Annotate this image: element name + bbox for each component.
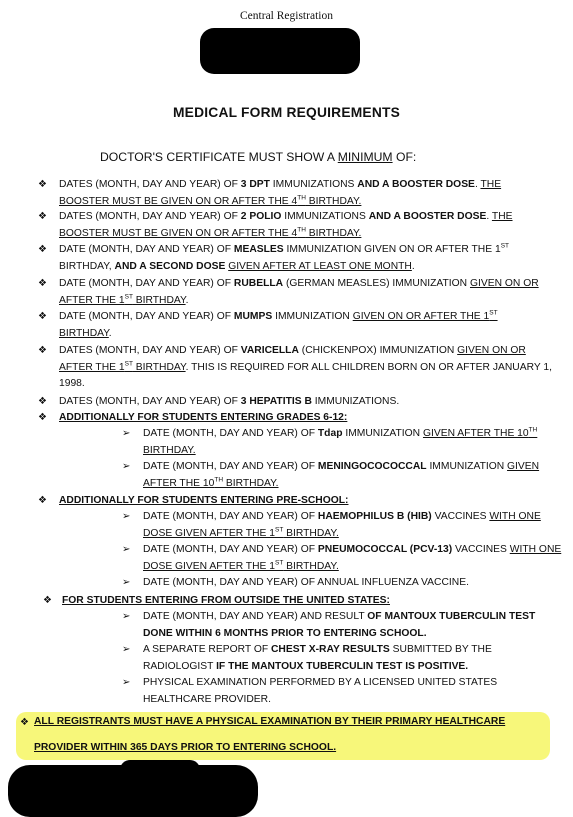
requirement-varicella: DATES (MONTH, DAY AND YEAR) OF VARICELLA (CHICKENPOX) IMMUNIZATION GIVEN ON OR AFTER THE 1ST BIRTHDAY. THIS IS REQUIRED FOR ALL CHILDREN BORN ON OR AFTER JANUARY 1, 1998. <box>59 345 552 389</box>
bullet-icon: ❖ <box>38 345 47 356</box>
bullet-icon: ❖ <box>20 717 29 728</box>
requirement-physical-exam: PHYSICAL EXAMINATION PERFORMED BY A LICENSED UNITED STATES HEALTHCARE PROVIDER. <box>143 677 498 705</box>
bullet-icon: ❖ <box>38 311 47 322</box>
bullet-icon: ❖ <box>38 412 47 423</box>
redaction-footer <box>120 760 200 780</box>
requirement-chest-xray: A SEPARATE REPORT OF CHEST X-RAY RESULTS SUBMITTED BY THE RADIOLOGIST IF THE MANTOUX TUBERCULIN TEST IS POSITIVE. <box>143 644 492 672</box>
arrow-icon: ➢ <box>122 461 131 472</box>
bullet-icon: ❖ <box>38 396 47 407</box>
arrow-icon: ➢ <box>122 577 131 588</box>
requirement-mumps: DATE (MONTH, DAY AND YEAR) OF MUMPS IMMUNIZATION GIVEN ON OR AFTER THE 1ST BIRTHDAY. <box>59 309 498 339</box>
bullet-icon: ❖ <box>38 495 47 506</box>
arrow-icon: ➢ <box>122 511 131 522</box>
page-title: MEDICAL FORM REQUIREMENTS <box>172 105 401 120</box>
section-heading-outside-us: FOR STUDENTS ENTERING FROM OUTSIDE THE UNITED STATES: <box>62 595 390 606</box>
requirement-mantoux-test: DATE (MONTH, DAY AND YEAR) AND RESULT OF MANTOUX TUBERCULIN TEST DONE WITHIN 6 MONTHS PRIOR TO ENTERING SCHOOL. <box>143 611 536 639</box>
bullet-icon: ❖ <box>38 211 47 222</box>
requirement-hepatitis-b: DATES (MONTH, DAY AND YEAR) OF 3 HEPATITIS B IMMUNIZATIONS. <box>59 396 400 407</box>
arrow-icon: ➢ <box>122 611 131 622</box>
bullet-icon: ❖ <box>38 244 47 255</box>
requirement-rubella: DATE (MONTH, DAY AND YEAR) OF RUBELLA (GERMAN MEASLES) IMMUNIZATION GIVEN ON OR AFTER THE 1ST BIRTHDAY. <box>59 278 539 306</box>
bullet-icon: ❖ <box>38 179 47 190</box>
footnote-line-1: ALL REGISTRANTS MUST HAVE A PHYSICAL EXAMINATION BY THEIR PRIMARY HEALTHCARE <box>34 716 506 727</box>
requirement-tdap: DATE (MONTH, DAY AND YEAR) OF Tdap IMMUNIZATION GIVEN AFTER THE 10TH BIRTHDAY. <box>143 426 538 456</box>
requirement-measles: DATE (MONTH, DAY AND YEAR) OF MEASLES IMMUNIZATION GIVEN ON OR AFTER THE 1ST BIRTHDAY, AND A SECOND DOSE GIVEN AFTER AT LEAST ONE MONTH. <box>59 242 509 272</box>
section-heading-grades: ADDITIONALLY FOR STUDENTS ENTERING GRADES 6-12: <box>59 412 348 423</box>
arrow-icon: ➢ <box>122 644 131 655</box>
section-heading-preschool: ADDITIONALLY FOR STUDENTS ENTERING PRE-SCHOOL: <box>59 495 349 506</box>
arrow-icon: ➢ <box>122 677 131 688</box>
subtitle: DOCTOR'S CERTIFICATE MUST SHOW A MINIMUM OF: <box>100 150 417 164</box>
arrow-icon: ➢ <box>122 428 131 439</box>
requirement-meningococcal: DATE (MONTH, DAY AND YEAR) OF MENINGOCOCOCCAL IMMUNIZATION GIVEN AFTER THE 10TH BIRTHDAY. <box>143 461 540 489</box>
requirement-pcv13: DATE (MONTH, DAY AND YEAR) OF PNEUMOCOCCAL (PCV-13) VACCINES WITH ONE DOSE GIVEN AFTER THE 1ST BIRTHDAY. <box>143 544 562 572</box>
header-title: Central Registration <box>240 10 333 22</box>
requirement-hib: DATE (MONTH, DAY AND YEAR) OF HAEMOPHILUS B (HIB) VACCINES WITH ONE DOSE GIVEN AFTER THE 1ST BIRTHDAY. <box>143 511 541 539</box>
requirement-polio: DATES (MONTH, DAY AND YEAR) OF 2 POLIO IMMUNIZATIONS AND A BOOSTER DOSE. THE BOOSTER MUST BE GIVEN ON OR AFTER THE 4TH BIRTHDAY. <box>59 211 513 239</box>
bullet-icon: ❖ <box>43 595 52 606</box>
bullet-icon: ❖ <box>38 278 47 289</box>
footnote-line-2: PROVIDER WITHIN 365 DAYS PRIOR TO ENTERING SCHOOL. <box>34 742 337 753</box>
requirement-influenza: DATE (MONTH, DAY AND YEAR) OF ANNUAL INFLUENZA VACCINE. <box>143 577 469 588</box>
requirement-dpt: DATES (MONTH, DAY AND YEAR) OF 3 DPT IMMUNIZATIONS AND A BOOSTER DOSE. THE BOOSTER MUST BE GIVEN ON OR AFTER THE 4TH BIRTHDAY. <box>59 179 502 207</box>
redaction-header <box>200 28 360 74</box>
arrow-icon: ➢ <box>122 544 131 555</box>
